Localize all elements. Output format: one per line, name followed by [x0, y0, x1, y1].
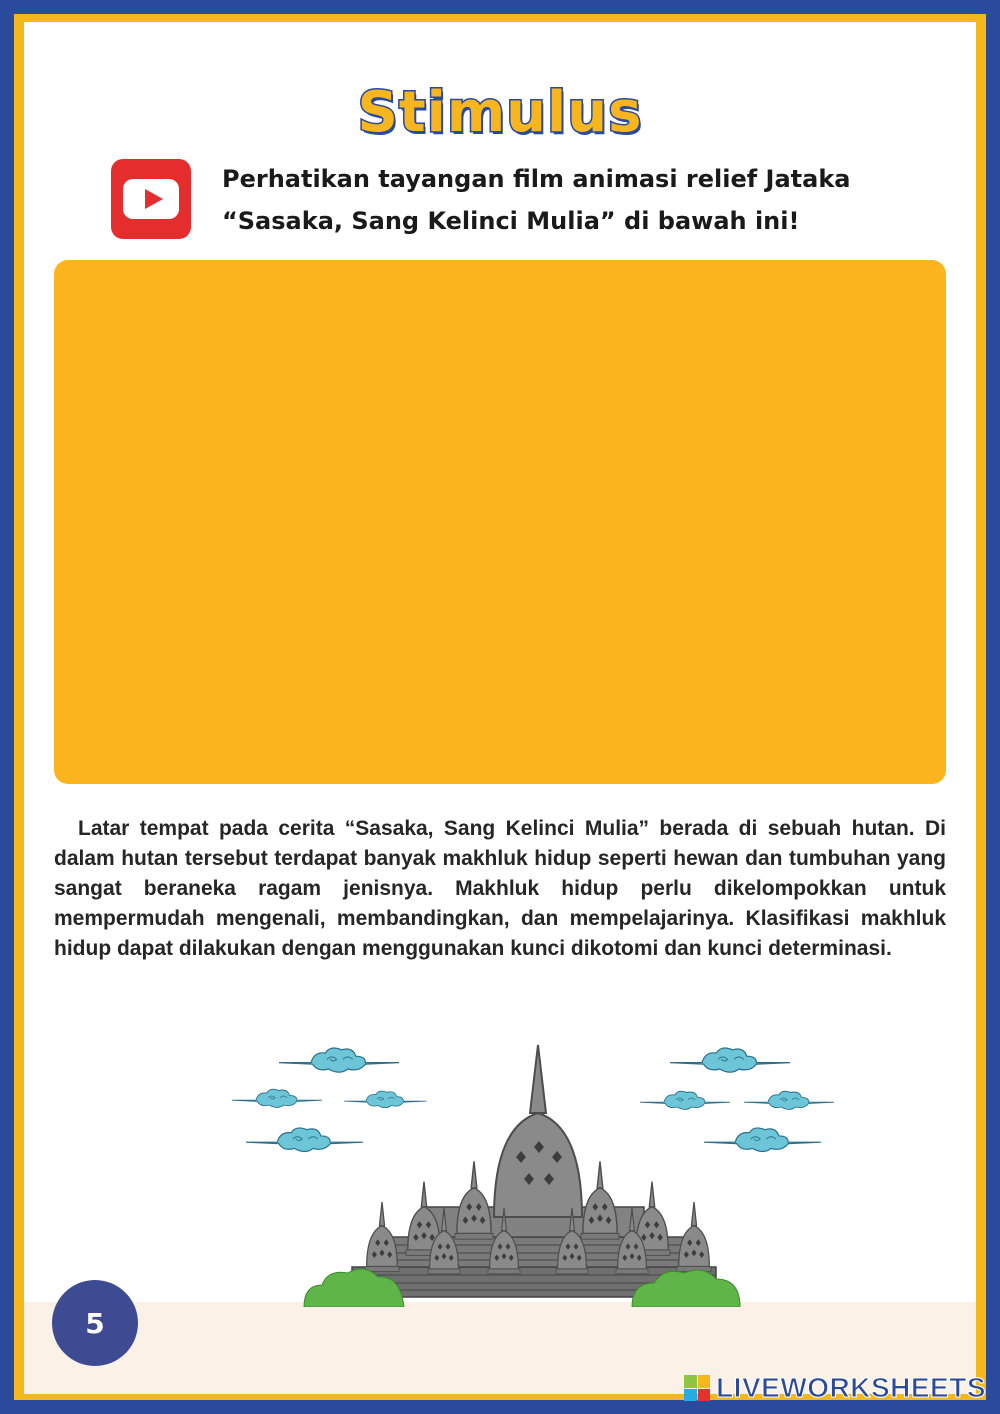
- liveworksheets-watermark[interactable]: [684, 1372, 986, 1404]
- instruction-text: [222, 158, 922, 242]
- video-embed-area[interactable]: [54, 260, 946, 784]
- instruction-line-2: “Sasaka, Sang Kelinci Mulia” di bawah ini!: [222, 207, 800, 235]
- page-number-badge: 5: [52, 1280, 138, 1366]
- body-paragraph: Latar tempat pada cerita “Sasaka, Sang Kelinci Mulia” berada di sebuah hutan. Di dalam hutan tersebut terdapat banyak makhluk hidup seperti hewan dan tumbuhan yang sangat beraneka ragam jenisnya. Makhluk hidup perlu dikelompokkan untuk mempermudah mengenali, membandingkan, dan mempelajarinya. Klasifikasi makhluk hidup dapat dilakukan dengan menggunakan kunci dikotomi dan kunci determinasi.: [54, 817, 946, 960]
- liveworksheets-logo-icon: [684, 1375, 710, 1401]
- temple-illustration: [204, 1017, 844, 1307]
- page-title: Stimulus: [357, 80, 643, 145]
- worksheet-page: [24, 22, 976, 1394]
- instruction-line-1: Perhatikan tayangan film animasi relief Jataka: [222, 165, 851, 193]
- youtube-play-icon: [111, 159, 191, 239]
- watermark-text: LIVEWORKSHEETS: [716, 1372, 986, 1403]
